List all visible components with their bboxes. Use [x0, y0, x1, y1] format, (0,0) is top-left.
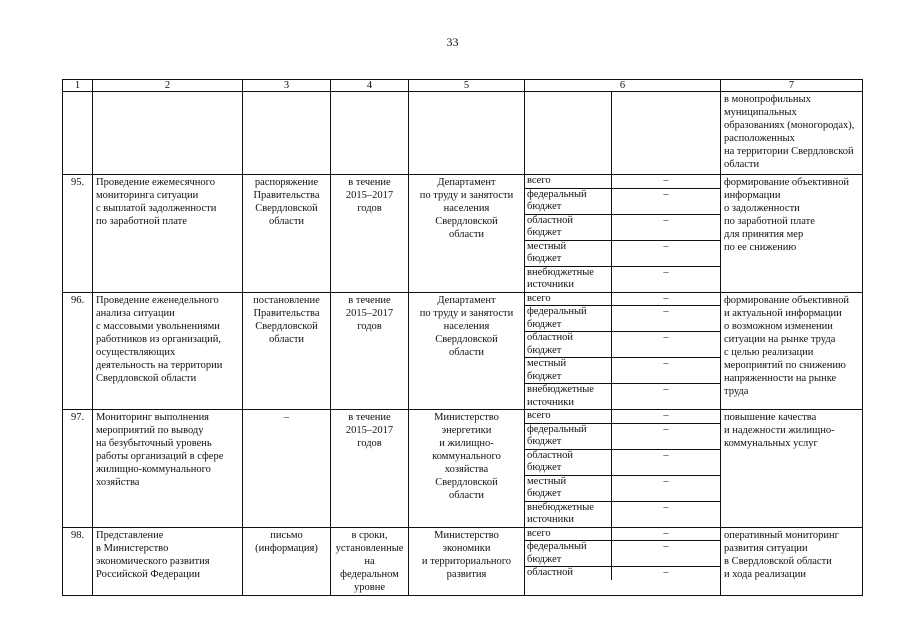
funding-label: местный бюджет: [525, 475, 612, 501]
funding-label: всего: [525, 410, 612, 423]
funding-value: –: [612, 528, 721, 541]
funding-label: всего: [525, 528, 612, 541]
funding-value: –: [612, 541, 721, 567]
funding-label: внебюджетные источники: [525, 266, 612, 292]
measure-term: в течение 2015–2017 годов: [331, 410, 409, 528]
header-col-1: 1: [63, 80, 93, 92]
funding-label: внебюджетные источники: [525, 384, 612, 410]
table-row: [63, 175, 863, 293]
funding-value: –: [612, 358, 721, 384]
funding-label: федеральный бюджет: [525, 423, 612, 449]
page-number: 33: [446, 35, 459, 49]
header-col-3: 3: [243, 80, 331, 92]
funding-label: областной бюджет: [525, 332, 612, 358]
funding-value: –: [612, 240, 721, 266]
funding-table: [525, 410, 720, 527]
funding-value: –: [612, 475, 721, 501]
header-col-2: 2: [93, 80, 243, 92]
funding-label: местный бюджет: [525, 358, 612, 384]
funding-value: –: [663, 501, 669, 513]
measures-table: [62, 79, 863, 596]
funding-table: [525, 293, 720, 410]
funding-table: [525, 175, 720, 292]
measure-document: –: [243, 410, 331, 528]
row-number: 95.: [63, 175, 93, 293]
measure-term: в течение 2015–2017 годов: [331, 292, 409, 410]
measure-executor: Департамент по труду и занятости населения Свердловской области: [409, 175, 525, 293]
funding-value: –: [612, 214, 721, 240]
funding-value: –: [612, 175, 721, 188]
measure-result: оперативный мониторинг развития ситуации в Свердловской области и хода реализации: [721, 527, 863, 595]
funding-value: –: [612, 306, 721, 332]
funding-value: –: [612, 410, 721, 423]
funding-label: областной: [525, 567, 612, 580]
measure-document: распоряжение Правительства Свердловской области: [243, 175, 331, 293]
funding-label: областной бюджет: [525, 214, 612, 240]
funding-value: –: [612, 423, 721, 449]
funding-value: –: [612, 449, 721, 475]
measure-document: постановление Правительства Свердловской области: [243, 292, 331, 410]
row-number: 96.: [63, 292, 93, 410]
measure-result: повышение качества и надежности жилищно- коммунальных услуг: [721, 410, 863, 528]
funding-table: [525, 528, 720, 580]
measure-title: Проведение ежемесячного мониторинга ситуации с выплатой задолженности по заработной плате: [93, 175, 243, 293]
funding-label: федеральный бюджет: [525, 306, 612, 332]
row-number: 97.: [63, 410, 93, 528]
row-number: 98.: [63, 527, 93, 595]
continued-row: [63, 92, 863, 175]
funding-label: всего: [525, 175, 612, 188]
funding-label: внебюджетные источники: [525, 501, 612, 527]
measure-result: формирование объективной информации о задолженности по заработной плате для принятия мер по ее снижению: [721, 175, 863, 293]
table-row: [63, 292, 863, 410]
funding-label: федеральный бюджет: [525, 188, 612, 214]
measure-executor: Министерство энергетики и жилищно- коммунального хозяйства Свердловской области: [409, 410, 525, 528]
measure-document: письмо (информация): [243, 527, 331, 595]
measure-term: в сроки, установленные на федеральном уровне: [331, 527, 409, 595]
table-row: [63, 527, 863, 595]
measure-term: в течение 2015–2017 годов: [331, 175, 409, 293]
header-col-7: 7: [721, 80, 863, 92]
funding-label: всего: [525, 293, 612, 306]
funding-value: –: [612, 332, 721, 358]
measure-result: формирование объективной и актуальной информации о возможном изменении ситуации на рынке труда с целью реализации мероприятий по снижению напряженности на рынке труда: [721, 292, 863, 410]
measure-title: Проведение еженедельного анализа ситуации с массовыми увольнениями работников из организаций, осуществляющих деятельность на территории Свердловской области: [93, 292, 243, 410]
measure-title: Представление в Министерство экономического развития Российской Федерации: [93, 527, 243, 595]
funding-value: –: [663, 266, 669, 278]
header-row: [63, 80, 863, 92]
funding-value: –: [663, 384, 669, 395]
table-row: [63, 410, 863, 528]
funding-value: –: [663, 567, 669, 578]
header-col-4: 4: [331, 80, 409, 92]
continued-result: в монопрофильных муниципальных образованиях (моногородах), расположенных на территории Свердловской области: [721, 92, 863, 175]
measure-title: Мониторинг выполнения мероприятий по выводу на безубыточный уровень работы организаций в сфере жилищно-коммунального хозяйства: [93, 410, 243, 528]
header-col-6: 6: [525, 80, 721, 92]
funding-label: областной бюджет: [525, 449, 612, 475]
funding-value: –: [612, 188, 721, 214]
funding-label: местный бюджет: [525, 240, 612, 266]
funding-label: федеральный бюджет: [525, 541, 612, 567]
header-col-5: 5: [409, 80, 525, 92]
funding-value: –: [612, 293, 721, 306]
measure-executor: Департамент по труду и занятости населения Свердловской области: [409, 292, 525, 410]
measure-executor: Министерство экономики и территориального развития: [409, 527, 525, 595]
